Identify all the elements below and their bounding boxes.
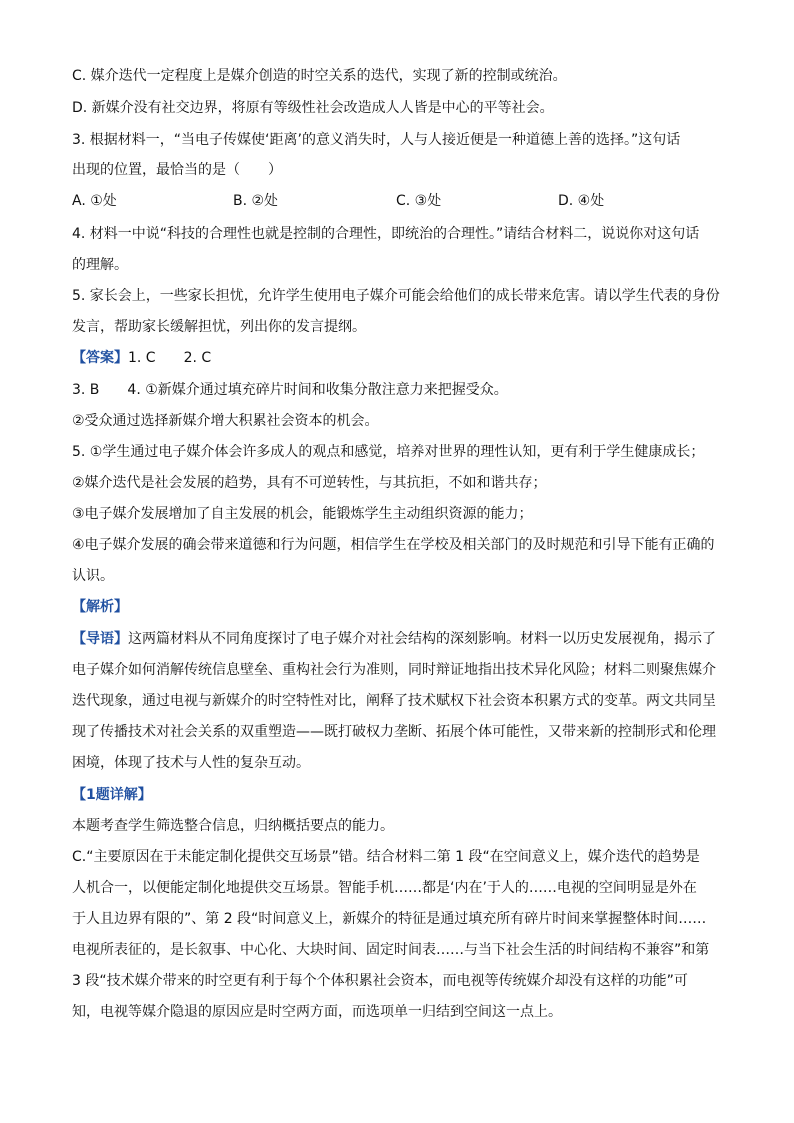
answer-3-4: 3. B 4. ①新媒介通过填充碎片时间和收集分散注意力来把握受众。 — [72, 382, 508, 398]
q3-option-a: A. ①处 — [72, 193, 117, 209]
question-3-line-1: 3. 根据材料一，“当电子传媒使‘距离’的意义消失时，人与人接近便是一种道德上善的选择。”这句话 — [72, 132, 681, 148]
answer-4-part-2: ②受众通过选择新媒介增大积累社会资本的机会。 — [72, 413, 379, 429]
q1-detail-line-1: 本题考查学生筛选整合信息，归纳概括要点的能力。 — [72, 818, 394, 834]
guide-line-3: 迭代现象，通过电视与新媒介的时空特性对比，阐释了技术赋权下社会资本积累方式的变革。两文共同呈 — [72, 693, 716, 709]
q1-detail-line-7: 知，电视等媒介隐退的原因应是时空两方面，而选项单一归结到空间这一点上。 — [72, 1004, 562, 1020]
guide-line-2: 电子媒介如何消解传统信息壁垒、重构社会行为准则，同时辩证地指出技术异化风险；材料二则聚焦媒介 — [72, 662, 716, 678]
option-d-line: D. 新媒介没有社交边界，将原有等级性社会改造成人人皆是中心的平等社会。 — [72, 100, 554, 116]
question-4-line-1: 4. 材料一中说“科技的合理性也就是控制的合理性，即统治的合理性。”请结合材料二，说说你对这句话 — [72, 226, 700, 242]
q1-detail-line-2: C.“主要原因在于未能定制化提供交互场景”错。结合材料二第 1 段“在空间意义上，媒介迭代的趋势是 — [72, 849, 700, 865]
analysis-tag: 【解析】 — [72, 599, 128, 615]
question-3-line-2: 出现的位置，最恰当的是（ ） — [72, 162, 282, 178]
question-5-line-2: 发言，帮助家长缓解担忧，列出你的发言提纲。 — [72, 319, 366, 335]
q3-option-d: D. ④处 — [558, 193, 605, 209]
guide-line-5: 困境，体现了技术与人性的复杂互动。 — [72, 755, 310, 771]
answer-5-point-2: ②媒介迭代是社会发展的趋势，具有不可逆转性，与其抗拒，不如和谐共存； — [72, 475, 547, 491]
q1-detail-line-6: 3 段“技术媒介带来的时空更有利于每个个体积累社会资本，而电视等传统媒介却没有这样的功能”可 — [72, 973, 688, 989]
answer-5-point-4-line-2: 认识。 — [72, 568, 114, 584]
q1-detail-line-5: 电视所表征的，是长叙事、中心化、大块时间、固定时间表……与当下社会生活的时间结构不兼容”和第 — [72, 942, 710, 958]
option-c-line: C. 媒介迭代一定程度上是媒介创造的时空关系的迭代，实现了新的控制或统治。 — [72, 68, 567, 84]
guide-text-1: 这两篇材料从不同角度探讨了电子媒介对社会结构的深刻影响。材料一以历史发展视角，揭示了 — [128, 631, 716, 647]
question-4-line-2: 的理解。 — [72, 257, 128, 273]
question-5-line-1: 5. 家长会上，一些家长担忧，允许学生使用电子媒介可能会给他们的成长带来危害。请以学生代表的身份 — [72, 288, 720, 304]
q1-detail-tag: 【1题详解】 — [72, 787, 152, 803]
q1-detail-line-3: 人机合一，以便能定制化地提供交互场景。智能手机……都是‘内在’于人的……电视的空间明显是外在 — [72, 880, 697, 896]
answer-5-point-3: ③电子媒介发展增加了自主发展的机会，能锻炼学生主动组织资源的能力； — [72, 506, 533, 522]
answer-1-2: 1. C 2. C — [128, 350, 212, 366]
answer-tag: 【答案】 — [72, 350, 128, 366]
q3-option-c: C. ③处 — [396, 193, 442, 209]
answer-5-point-1: 5. ①学生通过电子媒介体会许多成人的观点和感觉，培养对世界的理性认知，更有利于学生健康成长； — [72, 444, 705, 460]
q3-option-b: B. ②处 — [233, 193, 279, 209]
guide-line-1 — [72, 629, 716, 649]
answer-5-point-4-line-1: ④电子媒介发展的确会带来道德和行为问题，相信学生在学校及相关部门的及时规范和引导下能有正确的 — [72, 537, 715, 553]
answer-line-1 — [72, 348, 211, 368]
guide-line-4: 现了传播技术对社会关系的双重塑造——既打破权力垄断、拓展个体可能性，又带来新的控制形式和伦理 — [72, 724, 716, 740]
guide-tag: 【导语】 — [72, 631, 128, 647]
q1-detail-line-4: 于人且边界有限的”、第 2 段“时间意义上，新媒介的特征是通过填充所有碎片时间来掌握整体时间…… — [72, 911, 707, 927]
